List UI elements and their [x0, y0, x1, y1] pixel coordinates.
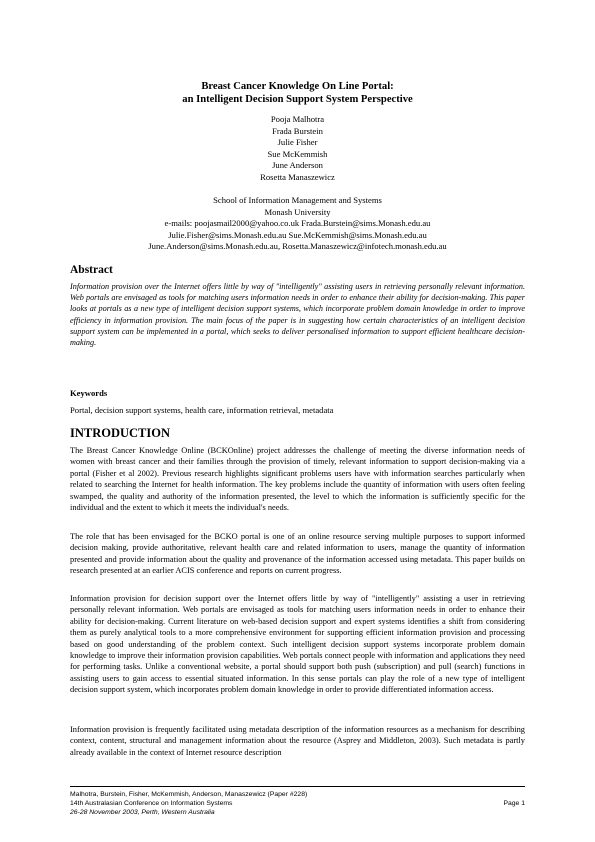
abstract-heading: Abstract: [70, 264, 113, 276]
author-name: Rosetta Manaszewicz: [260, 171, 335, 182]
footer-divider: [70, 786, 525, 787]
page-number: Page 1: [503, 800, 525, 808]
body-paragraph: Information provision for decision support over the Internet offers little by way of "intelligently" assisting a user in retrieving personally relevant information. Web portals are envisaged as tools for matching users information needs in order to enhance their ability for decision-making. Current literature on web-based decision support and expert systems identifies a shift from considering them as purely analytical tools to a more comprehensive environment for supporting efficient information provision and processing based on good understanding of the problem context. Such intelligent decision support systems incorporate problem domain knowledge to improve their information provision capabilities. Web portals connect people with information and applications they need for performing tasks. Unlike a conventional website, a portal should support both push (subscription) and pull (search) functions in assisting users to gain access to essential situated information. In this sense portals can play the role of a new type of intelligent decision support system, which incorporates problem domain knowledge in order to provide differentiated information access.: [70, 594, 525, 695]
paper-title: [70, 80, 525, 106]
footer-dates: 26-28 November 2003, Perth, Western Australia: [70, 809, 215, 817]
affiliation-university: Monash University: [264, 206, 331, 217]
body-paragraph: Information provision is frequently facilitated using metadata description of the information resources as a mechanism for describing context, content, structural and management information about the resource (Asprey and Middleton, 2003). Such metadata is partly already available in the context of Internet resource description: [70, 725, 525, 757]
abstract-body: Information provision over the Internet offers little by way of "intelligently" assisting users in retrieving personally relevant information. Web portals are envisaged as tools for matching users information needs in order to enhance their ability for decision-making. This paper looks at portals as a new type of intelligent decision support systems, which incorporate problem domain knowledge in order to improve efficiency in information provision. The main focus of the paper is in suggesting how certain characteristics of an intelligent decision support system can be implemented in a portal, which seeks to deliver personalised information to support efficient healthcare decision-making.: [70, 282, 525, 348]
footer-conference: 14th Australasian Conference on Information Systems: [70, 800, 233, 808]
author-name: Sue McKemmish: [267, 148, 328, 159]
email-line: June.Anderson@sims.Monash.edu.au, Rosetta.Manaszewicz@infotech.monash.edu.au: [148, 241, 447, 252]
author-name: Frada Burstein: [272, 125, 323, 136]
introduction-heading: INTRODUCTION: [70, 426, 171, 440]
title-line-2: an Intelligent Decision Support System Perspective: [182, 94, 413, 105]
email-line: e-mails: poojasmail2000@yahoo.co.uk Frada.Burstein@sims.Monash.edu.au: [164, 218, 431, 229]
author-name: June Anderson: [272, 160, 323, 171]
author-list: [70, 114, 525, 184]
body-paragraph: The role that has been envisaged for the BCKO portal is one of an online resource serving multiple purposes to support informed decision making, provide authoritative, relevant health care and related information to users, manage the quantity of information presented and provide information about the quality and provenance of the information accessed using metadata. This paper builds on research presented at an earlier ACIS conference and reports on current progress.: [70, 532, 525, 576]
affiliation: [60, 195, 535, 253]
affiliation-school: School of Information Management and Systems: [213, 195, 382, 205]
page-footer: [70, 790, 525, 818]
title-line-1: Breast Cancer Knowledge On Line Portal:: [201, 81, 394, 92]
body-paragraph: The Breast Cancer Knowledge Online (BCKOnline) project addresses the challenge of meeting the diverse information needs of women with breast cancer and their families through the provision of timely, relevant information to support decision-making via a portal (Fisher et al 2002). Previous research highlights significant problems users have with information searches particularly when related to searching the Internet for health information. The key problems include the quantity of information with users often feeling swamped, the quality and authority of the information presented, the level to which the information is sufficiently specific for the individual and the extent to which it meets the individual's needs.: [70, 446, 525, 513]
author-name: Pooja Malhotra: [270, 114, 325, 124]
keywords-heading: Keywords: [70, 388, 108, 398]
keywords-body: Portal, decision support systems, health care, information retrieval, metadata: [70, 405, 334, 415]
footer-authors: Malhotra, Burstein, Fisher, McKemmish, Anderson, Manaszewicz (Paper #228): [70, 791, 308, 798]
author-name: Julie Fisher: [277, 137, 318, 148]
email-line: Julie.Fisher@sims.Monash.edu.au Sue.McKemmish@sims.Monash.edu.au: [168, 229, 427, 240]
